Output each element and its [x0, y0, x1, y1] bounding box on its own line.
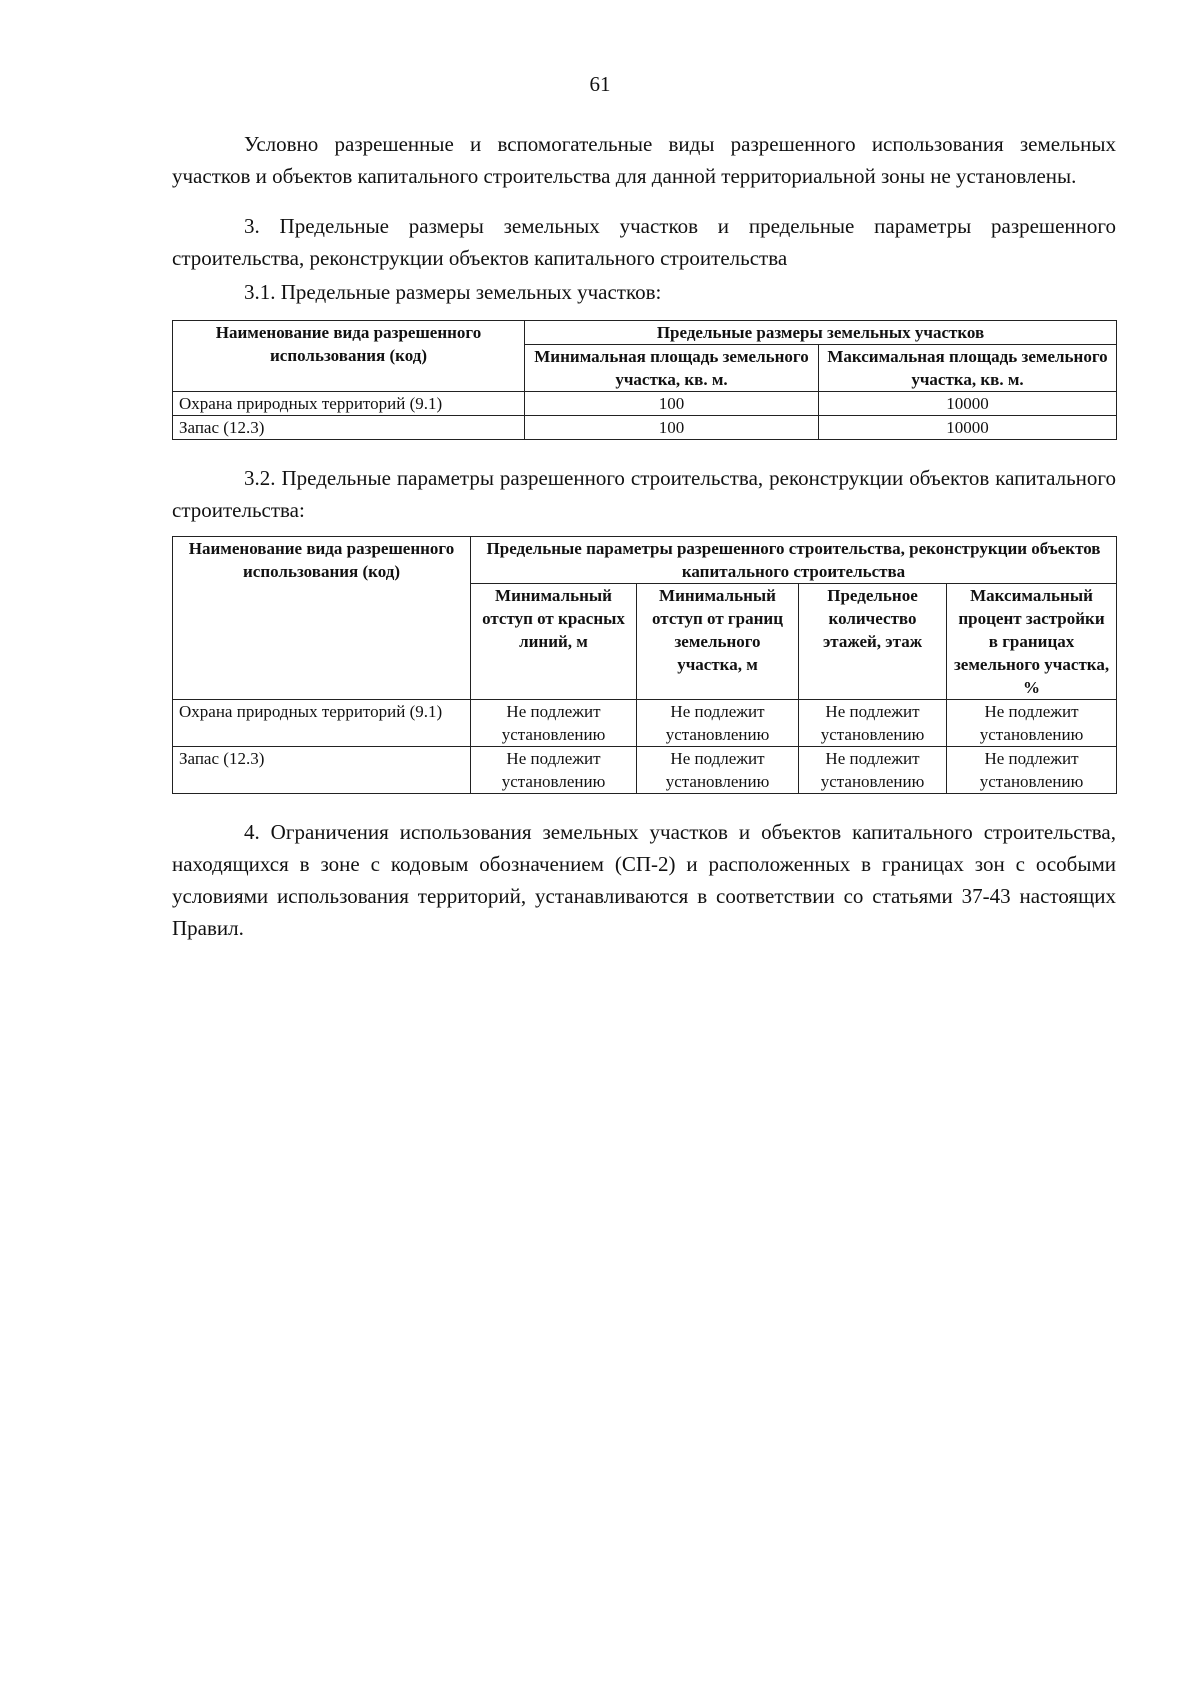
table2-row1-name: Охрана природных территорий (9.1): [173, 700, 471, 747]
table-plot-sizes: [172, 320, 1117, 440]
table1-row1-max: 10000: [819, 392, 1117, 416]
table-row: [173, 700, 1117, 747]
table1-row2-name: Запас (12.3): [173, 416, 525, 440]
table2-row2-c4: Не подлежит установлению: [947, 747, 1117, 794]
section-3-heading: 3. Предельные размеры земельных участков и предельные параметры разрешенного строительства, реконструкции объектов капитального строительства: [172, 214, 1116, 270]
table2-header-col2: Минимальный отступ от границ земельного участка, м: [637, 584, 799, 700]
document-body: [172, 128, 1116, 944]
section-4-paragraph: 4. Ограничения использования земельных участков и объектов капитального строительства, находящихся в зоне с кодовым обозначением (СП-2) и расположенных в границах зон с особыми условиями использования территорий, устанавливаются в соответствии со статьями 37-43 настоящих Правил.: [172, 820, 1116, 940]
table1-row2-min: 100: [525, 416, 819, 440]
table1-header-name: Наименование вида разрешенного использования (код): [173, 321, 525, 392]
table2-row1-c3: Не подлежит установлению: [799, 700, 947, 747]
table2-row2-c2: Не подлежит установлению: [637, 747, 799, 794]
table-build-params-wrapper: [172, 536, 1116, 794]
section-3-2-heading: 3.2. Предельные параметры разрешенного строительства, реконструкции объектов капитального строительства:: [172, 466, 1116, 522]
table2-header-col4: Максимальный процент застройки в границах земельного участка, %: [947, 584, 1117, 700]
table2-header-group: Предельные параметры разрешенного строительства, реконструкции объектов капитального строительства: [471, 537, 1117, 584]
paragraph-conditional-uses: Условно разрешенные и вспомогательные виды разрешенного использования земельных участков и объектов капитального строительства для данной территориальной зоны не установлены.: [172, 132, 1116, 188]
table2-header-col1: Минимальный отступ от красных линий, м: [471, 584, 637, 700]
page-number: 61: [589, 72, 611, 96]
table1-row1-min: 100: [525, 392, 819, 416]
table1-header-max: Максимальная площадь земельного участка, кв. м.: [819, 345, 1117, 392]
table-row: [173, 416, 1117, 440]
table-row: [173, 392, 1117, 416]
table1-row1-name: Охрана природных территорий (9.1): [173, 392, 525, 416]
table1-row2-max: 10000: [819, 416, 1117, 440]
table1-header-group: Предельные размеры земельных участков: [525, 321, 1117, 345]
table-build-params: [172, 536, 1117, 794]
table-plot-sizes-wrapper: [172, 320, 1116, 440]
table2-row1-c1: Не подлежит установлению: [471, 700, 637, 747]
section-3-1-heading: 3.1. Предельные размеры земельных участков:: [244, 280, 662, 304]
table2-row2-name: Запас (12.3): [173, 747, 471, 794]
table-row: [173, 747, 1117, 794]
table2-row2-c3: Не подлежит установлению: [799, 747, 947, 794]
table2-header-name: Наименование вида разрешенного использования (код): [173, 537, 471, 700]
table2-row1-c4: Не подлежит установлению: [947, 700, 1117, 747]
table2-header-col3: Предельное количество этажей, этаж: [799, 584, 947, 700]
table2-row1-c2: Не подлежит установлению: [637, 700, 799, 747]
table1-header-min: Минимальная площадь земельного участка, кв. м.: [525, 345, 819, 392]
table2-row2-c1: Не подлежит установлению: [471, 747, 637, 794]
